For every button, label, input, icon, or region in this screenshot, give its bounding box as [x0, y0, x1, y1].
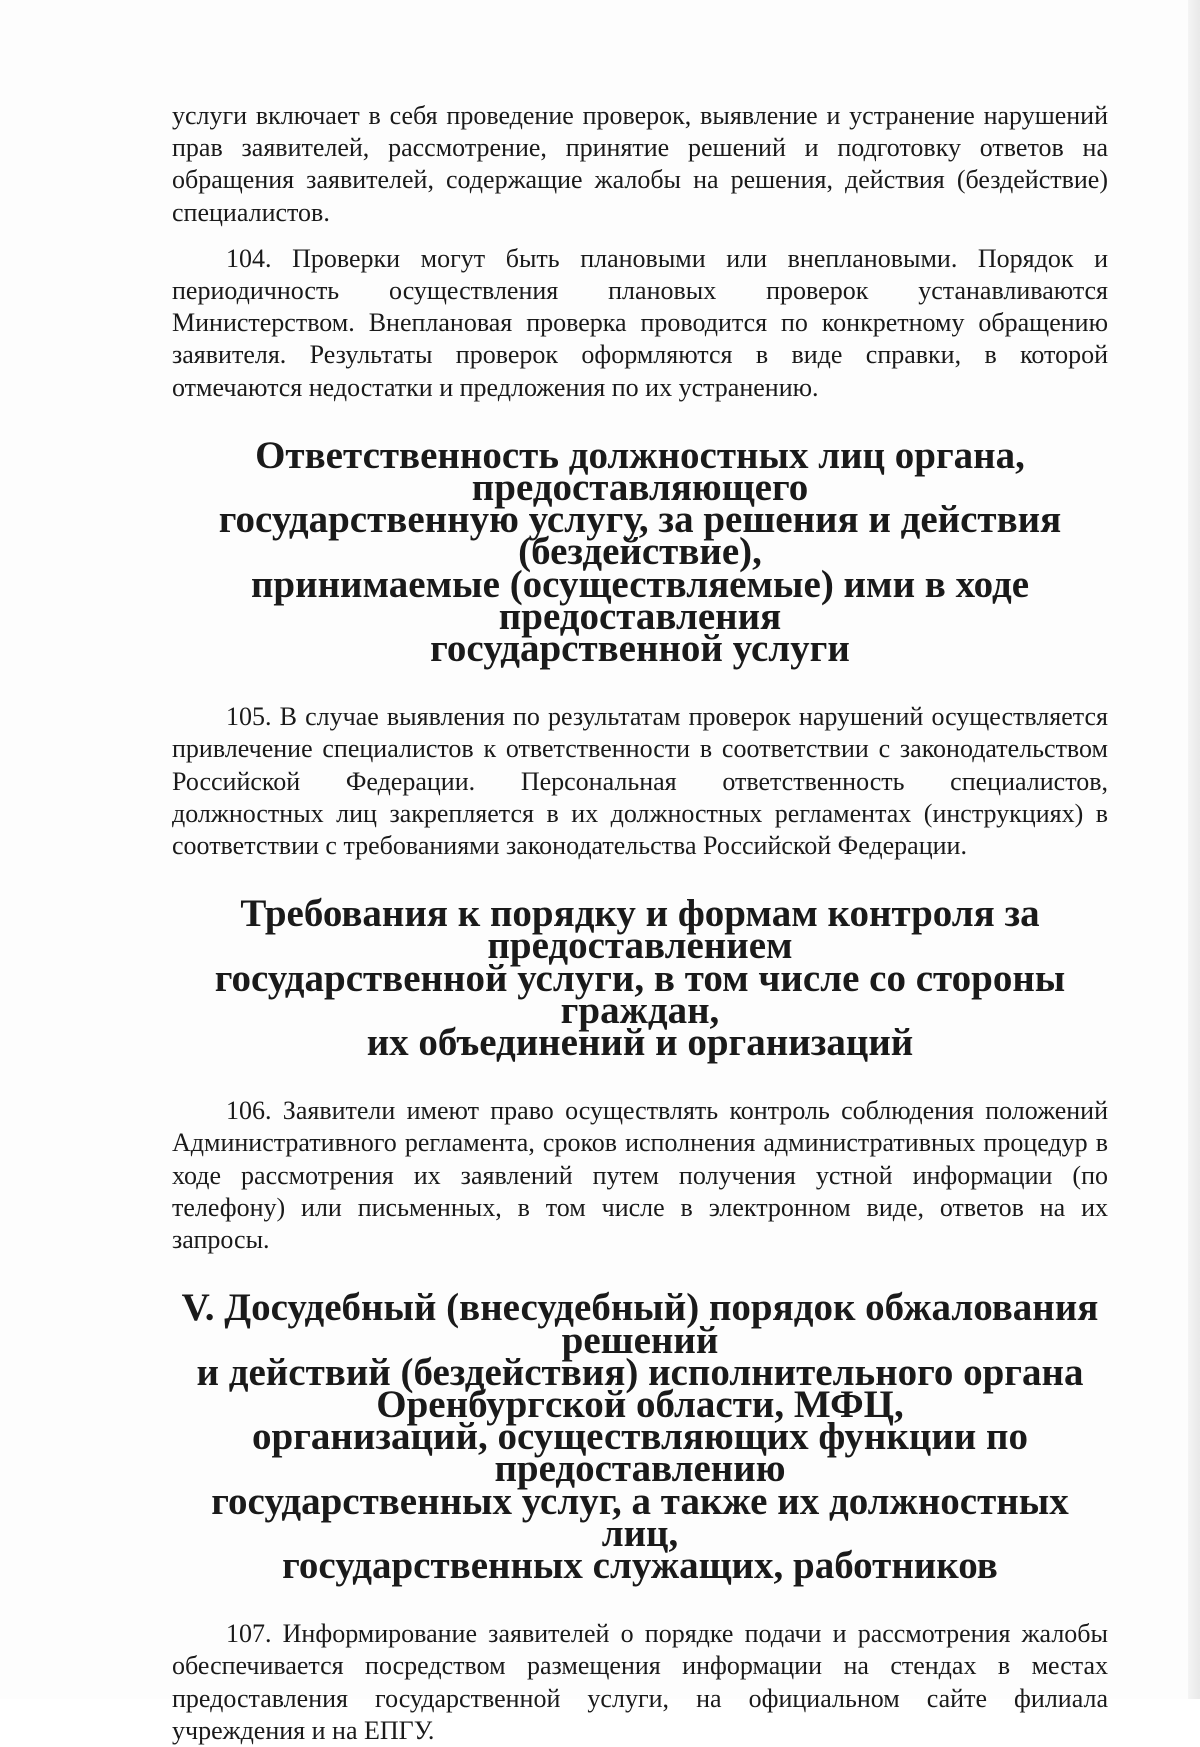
scan-edge-shadow — [1188, 0, 1200, 1699]
heading-line: V. Досудебный (внесудебный) порядок обжалования решений — [181, 1286, 1099, 1362]
heading-line: Оренбургской области, МФЦ, — [376, 1382, 904, 1426]
paragraph-105: 105. В случае выявления по результатам проверок нарушений осуществляется привлечение специалистов к ответственности в соответствии с законодательством Российской Федерации. Персональная ответственность специалистов, должностных лиц закрепляется в их должностных регламентах (инструкциях) в соответствии с требованиями законодательства Российской Федерации. — [172, 702, 1108, 861]
heading-line: государственную услугу, за решения и действия (бездействие), — [218, 498, 1062, 574]
heading-line: государственной услуги — [430, 627, 850, 671]
heading-responsibility — [172, 433, 1108, 671]
heading-line: Требования к порядку и формам контроля за предоставлением — [240, 892, 1040, 968]
paragraph-103-continuation: услуги включает в себя проведение проверок, выявление и устранение нарушений прав заявителей, рассмотрение, принятие решений и подготовку ответов на обращения заявителей, содержащие жалобы на решения, действия (бездействие) специалистов. — [172, 101, 1108, 227]
document-body — [172, 100, 1108, 1747]
heading-line: организаций, осуществляющих функции по предоставлению — [252, 1415, 1028, 1491]
heading-line: государственных служащих, работников — [282, 1543, 998, 1587]
paragraph-107: 107. Информирование заявителей о порядке подачи и рассмотрения жалобы обеспечивается посредством размещения информации на стендах в местах предоставления государственной услуги, на официальном сайте филиала учреждения и на ЕПГУ. — [172, 1619, 1108, 1745]
paragraph-106: 106. Заявители имеют право осуществлять контроль соблюдения положений Административного регламента, сроков исполнения административных процедур в ходе рассмотрения их заявлений путем получения устной информации (по телефону) или письменных, в том числе в электронном виде, ответов на их запросы. — [172, 1096, 1108, 1255]
heading-control-requirements — [172, 892, 1108, 1065]
heading-line: Ответственность должностных лиц органа, предоставляющего — [255, 433, 1025, 510]
heading-line: государственных услуг, а также их должностных лиц, — [211, 1479, 1069, 1555]
paragraph-104: 104. Проверки могут быть плановыми или внеплановыми. Порядок и периодичность осуществления плановых проверок устанавливаются Министерством. Внеплановая проверка проводится по конкретному обращению заявителя. Результаты проверок оформляются в виде справки, в которой отмечаются недостатки и предложения по их устранению. — [172, 243, 1108, 402]
heading-line: и действий (бездействия) исполнительного органа — [196, 1350, 1084, 1394]
heading-line: их объединений и организаций — [366, 1021, 914, 1065]
heading-section-v — [172, 1286, 1108, 1587]
heading-line: государственной услуги, в том числе со стороны граждан, — [214, 956, 1066, 1032]
heading-line: принимаемые (осуществляемые) ими в ходе предоставления — [250, 562, 1030, 638]
